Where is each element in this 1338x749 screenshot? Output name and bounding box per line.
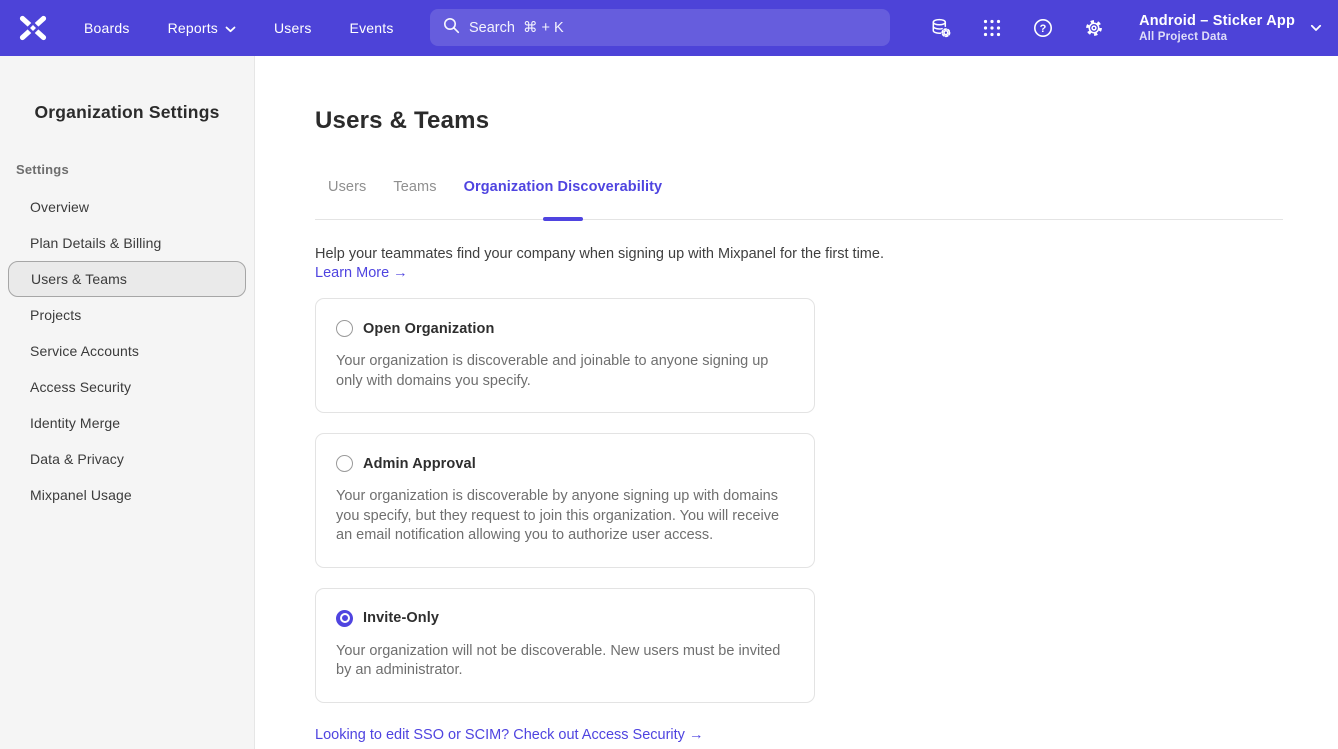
learn-more-link[interactable]: Learn More → [315,265,408,281]
chevron-down-icon [1310,19,1322,37]
sidebar-item-service-accounts[interactable]: Service Accounts [30,343,139,359]
main-content [255,56,1338,749]
option-label: Open Organization [363,320,495,337]
nav-link-label: Users [273,20,312,36]
sidebar-item-identity-merge[interactable]: Identity Merge [30,415,121,431]
nav-link-label: Events [349,20,394,36]
tab-bar [315,179,1283,220]
nav-link-label: Reports [167,20,218,36]
option-card-admin-approval[interactable] [315,433,815,568]
sidebar-item-data-privacy[interactable]: Data & Privacy [30,451,124,467]
nav-link-label: Boards [84,20,130,36]
radio-open-organization[interactable] [336,320,353,337]
nav-link-reports[interactable] [168,20,236,36]
data-management-icon[interactable] [929,16,953,40]
global-search[interactable] [430,9,890,46]
top-navigation-bar [0,0,1338,56]
mixpanel-logo-icon[interactable] [18,15,48,41]
nav-link-events[interactable] [350,20,394,36]
option-head [336,455,794,472]
help-icon[interactable] [1031,16,1055,40]
option-description: Your organization will not be discoverable. New users must be invited by an administrator. [336,642,781,678]
search-input[interactable] [469,20,877,36]
option-head [336,320,794,337]
project-name: Android – Sticker App [1139,12,1295,29]
nav-link-boards[interactable] [84,20,130,36]
tab-teams[interactable]: Teams [393,179,437,195]
option-card-invite-only[interactable] [315,588,815,703]
settings-sidebar [0,56,255,749]
sidebar-item-list [0,189,254,513]
page-body [0,56,1338,749]
option-head [336,610,794,627]
apps-grid-icon[interactable] [980,16,1004,40]
radio-admin-approval[interactable] [336,455,353,472]
project-selector-text [1139,13,1295,44]
settings-gear-icon[interactable] [1082,16,1106,40]
option-label: Admin Approval [363,455,476,472]
sidebar-item-overview[interactable]: Overview [30,199,90,215]
primary-nav-links [84,20,394,36]
radio-invite-only[interactable] [336,610,353,627]
option-description: Your organization is discoverable and joinable to anyone signing up only with domains you specify. [336,353,769,389]
svg-text:?: ? [1039,23,1047,35]
page-title: Users & Teams [315,107,490,134]
sidebar-item-projects[interactable]: Projects [30,307,82,323]
sidebar-item-plan-details-billing[interactable]: Plan Details & Billing [30,235,162,251]
sidebar-title: Organization Settings [34,102,220,122]
option-description: Your organization is discoverable by anyone signing up with domains you specify, but they request to join this organization. You will receive an email notification allowing you to authorize user access. [336,488,780,543]
chevron-down-icon [225,20,236,36]
sidebar-item-users-teams[interactable]: Users & Teams [8,261,246,297]
sidebar-section-label: Settings [16,162,69,177]
option-card-open-organization[interactable] [315,298,815,413]
search-icon [443,17,460,39]
sidebar-item-mixpanel-usage[interactable]: Mixpanel Usage [30,487,132,503]
sidebar-item-access-security[interactable]: Access Security [30,379,132,395]
access-security-link[interactable]: Looking to edit SSO or SCIM? Check out Access Security → [315,726,704,743]
tab-organization-discoverability[interactable]: Organization Discoverability [464,179,663,219]
project-scope: All Project Data [1139,30,1228,43]
nav-link-users[interactable] [274,20,312,36]
nav-right-cluster [929,13,1322,44]
project-selector[interactable] [1139,13,1322,44]
tab-users[interactable]: Users [328,179,367,195]
discoverability-intro-text: Help your teammates find your company when signing up with Mixpanel for the first time. [315,246,884,262]
option-label: Invite-Only [363,610,440,626]
